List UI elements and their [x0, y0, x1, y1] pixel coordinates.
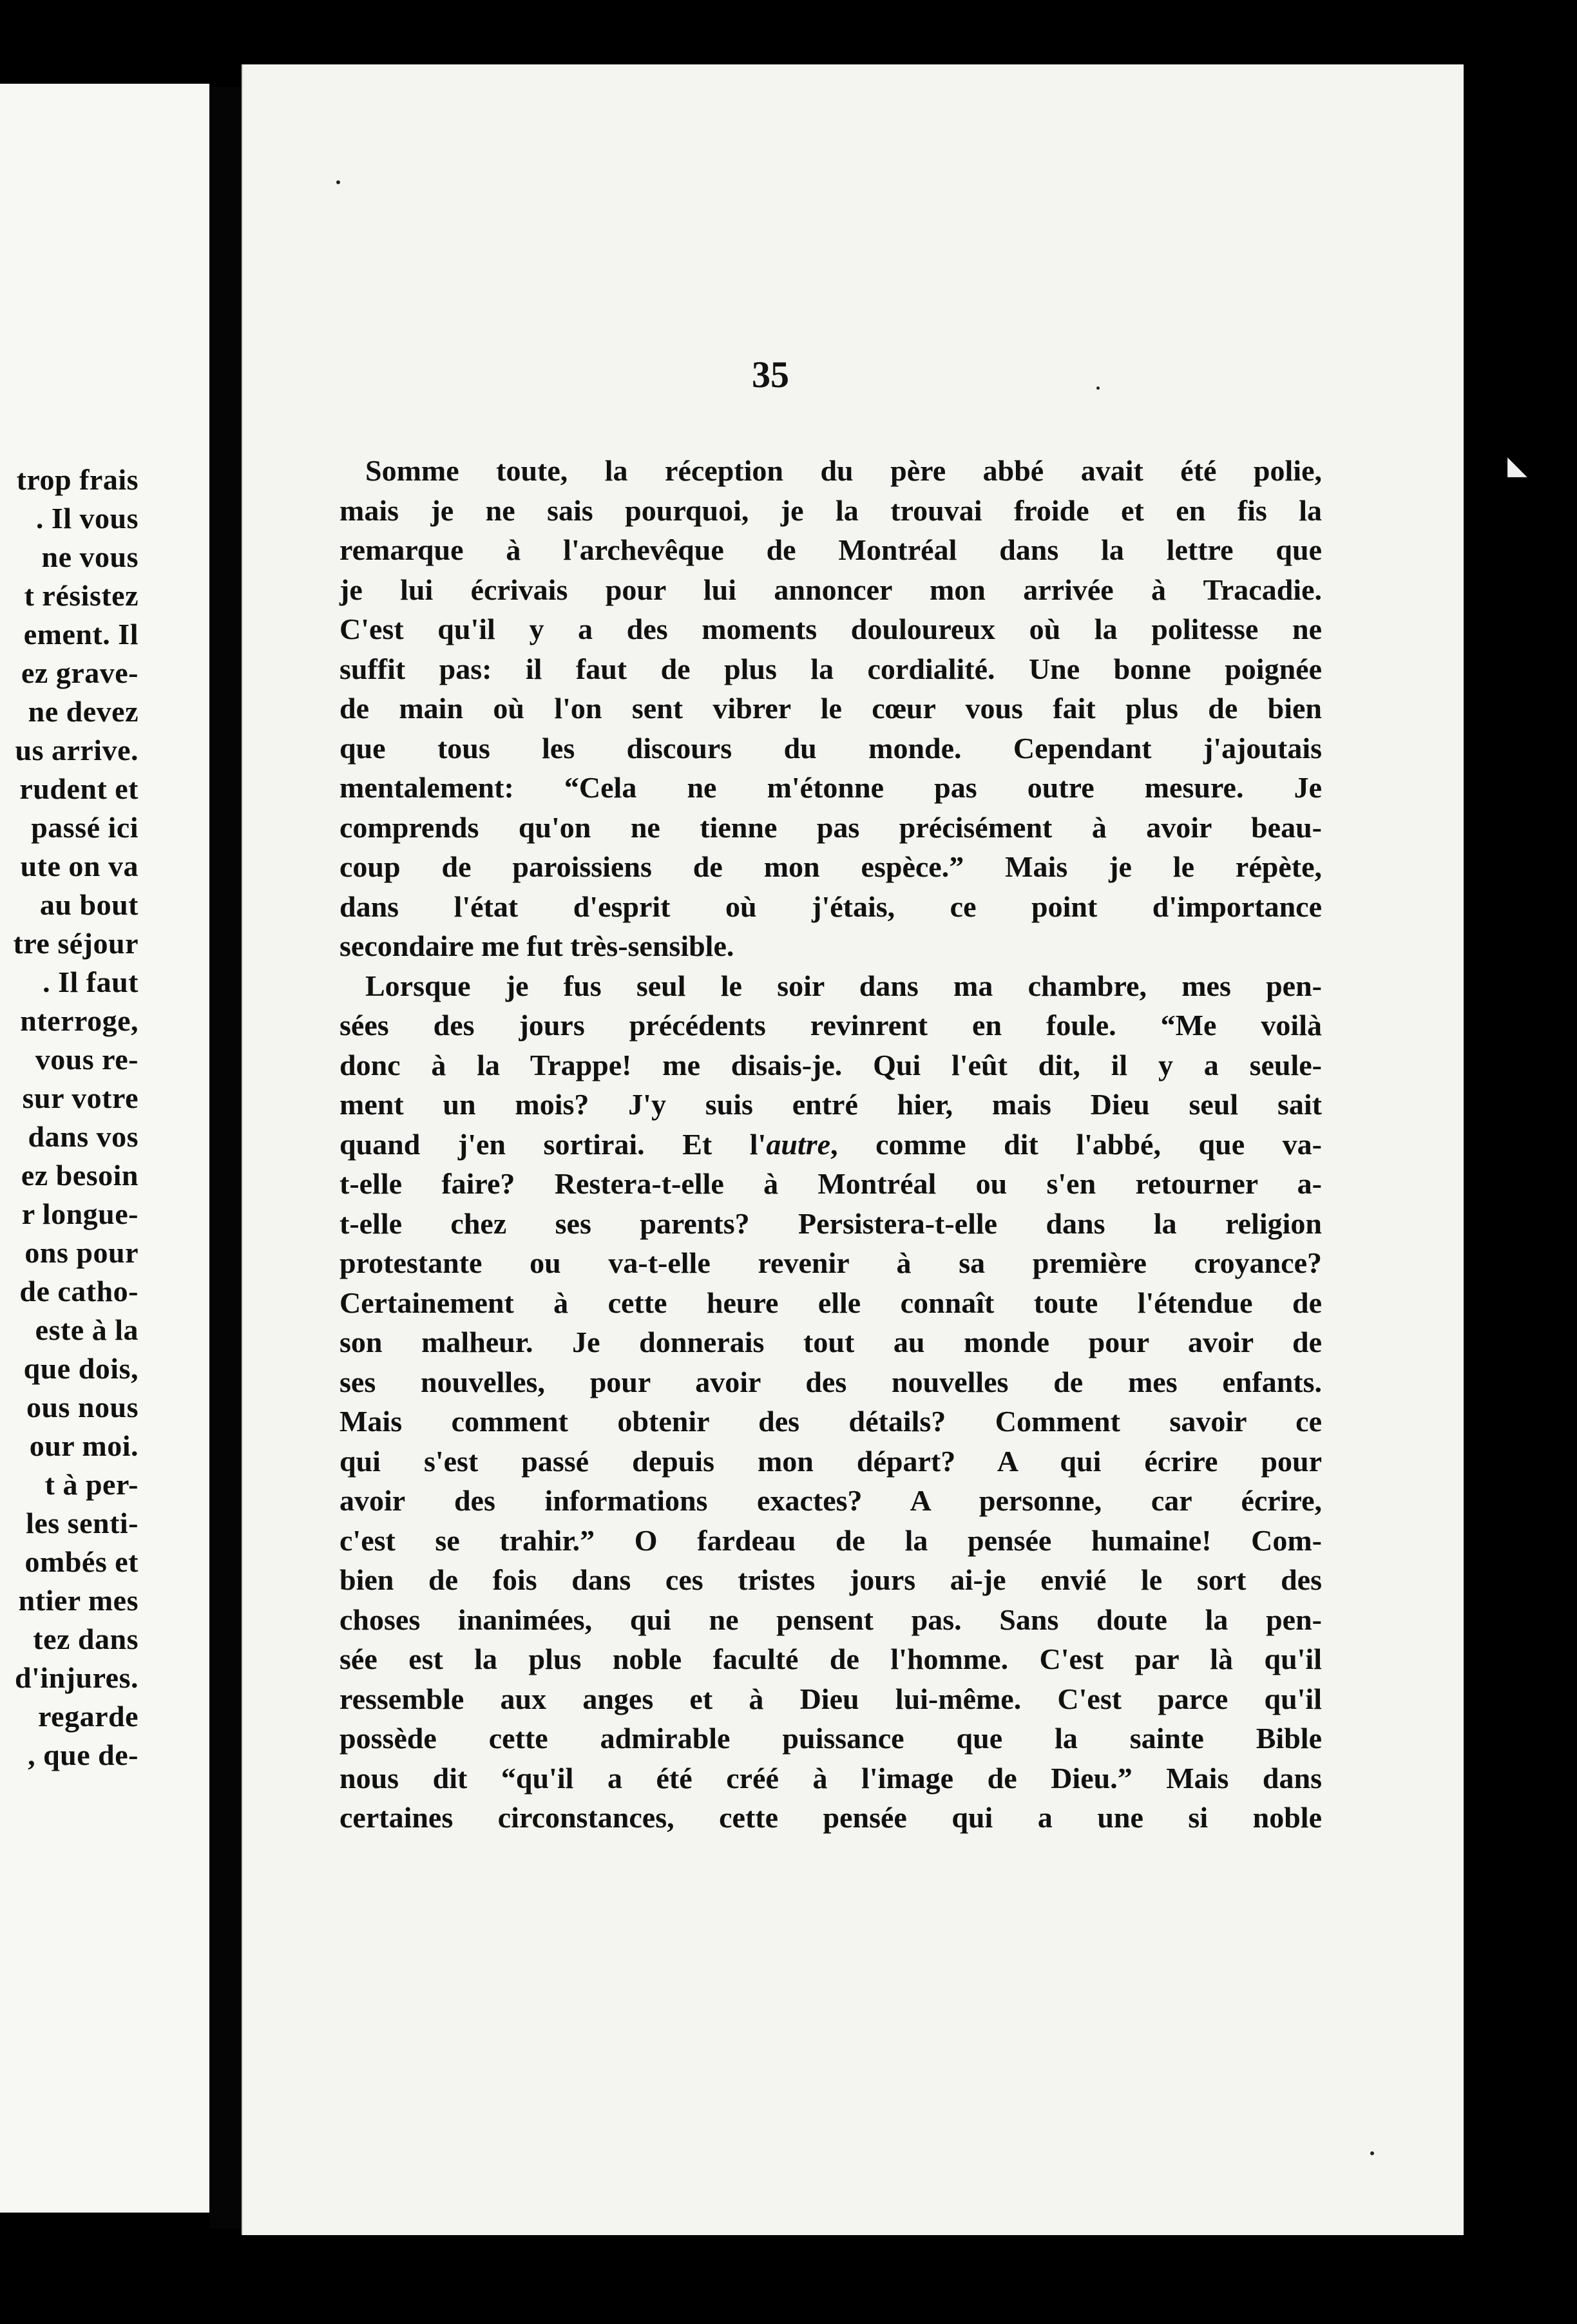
previous-page-line: ute on va	[20, 850, 139, 882]
text-line: ressemble aux anges et à Dieu lui-même. C'est parce qu'il	[339, 1682, 1322, 1715]
text-line: C'est qu'il y a des moments douloureux où la politesse ne	[339, 613, 1322, 645]
previous-page-line: que dois,	[23, 1352, 139, 1385]
previous-page-line: ez besoin	[21, 1159, 139, 1192]
text-line: comprends qu'on ne tienne pas précisément à avoir beau-	[339, 810, 1322, 844]
previous-page-line: . Il faut	[43, 966, 139, 998]
previous-page-line: ne devez	[28, 695, 139, 728]
previous-page-text	[14, 461, 139, 1775]
previous-page-line: vous re-	[35, 1043, 139, 1076]
text-line: mais je ne sais pourquoi, je la trouvai froide et en fis la	[339, 493, 1322, 527]
text-line: ment un mois? J'y suis entré hier, mais Dieu seul sait	[339, 1088, 1322, 1121]
previous-page-line: t résistez	[24, 579, 139, 612]
previous-page-line: ntier mes	[18, 1584, 139, 1617]
text-line: Certainement à cette heure elle connaît toute l'étendue de	[339, 1286, 1322, 1319]
text-line: dans l'état d'esprit où j'étais, ce point d'importance	[339, 890, 1322, 923]
previous-page-line: t à per-	[44, 1468, 139, 1501]
previous-page-line: ous nous	[26, 1391, 139, 1424]
text-line: protestante ou va-t-elle revenir à sa première croyance?	[339, 1246, 1322, 1279]
text-line: qui s'est passé depuis mon départ? A qui écrire pour	[339, 1444, 1322, 1478]
page-number: 35	[752, 354, 789, 395]
previous-page-fragment	[0, 84, 209, 2213]
previous-page-line: tez dans	[33, 1623, 139, 1655]
italic-word: autre	[766, 1127, 831, 1161]
current-page	[242, 64, 1464, 2235]
text-line: c'est se trahir.” O fardeau de la pensée humaine! Com-	[339, 1523, 1322, 1557]
text-line-with-italic	[339, 1125, 1322, 1165]
ink-speck	[1370, 2151, 1374, 2155]
previous-page-line: trop frais	[16, 463, 139, 496]
ink-speck	[1096, 386, 1100, 390]
previous-page-line: nterroge,	[20, 1004, 139, 1037]
previous-page-line: de catho-	[19, 1275, 139, 1308]
book-gutter	[209, 87, 242, 2229]
page-edge-mark: ◣	[1507, 451, 1527, 481]
text-line: sée est la plus noble faculté de l'homme. C'est par là qu'il	[339, 1643, 1322, 1675]
text-line: donc à la Trappe! me disais-je. Qui l'eût dit, il y a seule-	[339, 1048, 1322, 1081]
previous-page-line: us arrive.	[15, 734, 139, 767]
previous-page-line: our moi.	[29, 1429, 139, 1462]
previous-page-line: r longue-	[21, 1197, 139, 1230]
text-line: coup de paroissiens de mon espèce.” Mais je le répète,	[339, 850, 1322, 883]
text-line: sées des jours précédents revinrent en foule. “Me voilà	[339, 1009, 1322, 1042]
previous-page-line: regarde	[38, 1700, 139, 1733]
previous-page-line: ons pour	[24, 1236, 139, 1269]
previous-page-line: ez grave-	[21, 656, 139, 689]
text-line: Lorsque je fus seul le soir dans ma chambre, mes pen-	[365, 969, 1322, 1002]
previous-page-line: ombés et	[24, 1545, 139, 1578]
previous-page-line: . Il vous	[35, 502, 139, 535]
text-line: possède cette admirable puissance que la sainte Bible	[339, 1722, 1322, 1755]
previous-page-line: este à la	[35, 1313, 139, 1346]
text-line: nous dit “qu'il a été créé à l'image de Dieu.” Mais dans	[339, 1761, 1322, 1795]
previous-page-line: les senti-	[26, 1507, 139, 1539]
previous-page-line: d'injures.	[14, 1661, 139, 1694]
text-line: avoir des informations exactes? A personne, car écrire,	[339, 1484, 1322, 1517]
previous-page-line: tre séjour	[13, 927, 139, 960]
previous-page-line: ement. Il	[23, 618, 139, 651]
text-line: son malheur. Je donnerais tout au monde pour avoir de	[339, 1326, 1322, 1358]
previous-page-line: au bout	[39, 888, 139, 921]
previous-page-line: passé ici	[31, 811, 139, 844]
text-line: Somme toute, la réception du père abbé avait été polie,	[365, 454, 1322, 487]
text-line: certaines circonstances, cette pensée qui a une si noble	[339, 1801, 1322, 1834]
text-line: choses inanimées, qui ne pensent pas. Sans doute la pen-	[339, 1603, 1322, 1636]
ink-speck	[336, 180, 340, 184]
text-line: remarque à l'archevêque de Montréal dans la lettre que	[339, 533, 1322, 566]
text-line: t-elle chez ses parents? Persistera-t-elle dans la religion	[339, 1206, 1322, 1240]
previous-page-line: dans vos	[28, 1120, 139, 1153]
text-line: de main où l'on sent vibrer le cœur vous fait plus de bien	[339, 692, 1322, 725]
previous-page-line: rudent et	[19, 772, 139, 805]
text-line: secondaire me fut très-sensible.	[339, 929, 734, 962]
text-line: t-elle faire? Restera-t-elle à Montréal ou s'en retourner a-	[339, 1167, 1322, 1200]
previous-page-line: ne vous	[41, 540, 139, 573]
text-line: que tous les discours du monde. Cependant j'ajoutais	[339, 731, 1322, 765]
text-line: mentalement: “Cela ne m'étonne pas outre mesure. Je	[339, 771, 1322, 804]
previous-page-line: , que de-	[28, 1738, 139, 1771]
text-segment: , comme dit l'abbé, que va-	[830, 1127, 1322, 1161]
text-line: je lui écrivais pour lui annoncer mon arrivée à Tracadie.	[339, 573, 1322, 606]
text-line: suffit pas: il faut de plus la cordialité. Une bonne poignée	[339, 652, 1322, 685]
text-segment: quand j'en sortirai. Et l'	[339, 1127, 767, 1161]
page-body	[339, 451, 1322, 1838]
text-line: bien de fois dans ces tristes jours ai-je envié le sort des	[339, 1563, 1322, 1596]
previous-page-line: sur votre	[22, 1081, 139, 1114]
text-line: ses nouvelles, pour avoir des nouvelles de mes enfants.	[339, 1365, 1322, 1398]
text-line: Mais comment obtenir des détails? Comment savoir ce	[339, 1405, 1322, 1438]
